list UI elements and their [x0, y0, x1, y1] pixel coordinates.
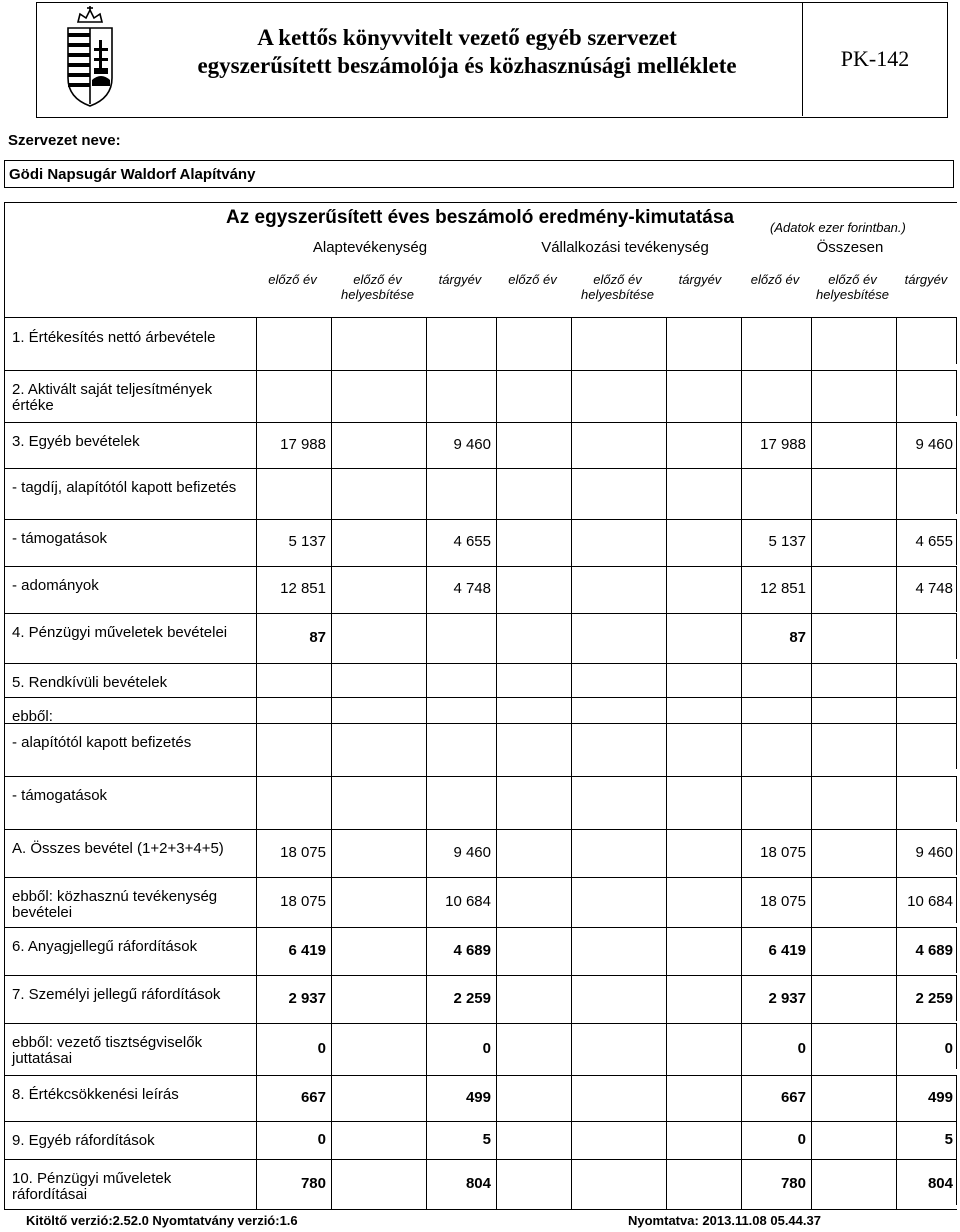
value-cell[interactable]: 18 075 — [280, 893, 326, 910]
value-cell[interactable] — [665, 927, 731, 974]
value-cell[interactable] — [330, 1075, 421, 1120]
col-header-label: tárgyév — [904, 272, 948, 287]
value-cell[interactable]: 804 — [927, 1175, 953, 1192]
grid-line — [956, 370, 957, 416]
value-cell[interactable] — [330, 1121, 421, 1158]
value-cell[interactable]: 5 137 — [768, 533, 806, 550]
value-cell[interactable]: 5 137 — [288, 533, 326, 550]
value-cell[interactable]: 12 851 — [280, 580, 326, 597]
value-cell[interactable] — [665, 318, 731, 369]
value-cell[interactable] — [810, 519, 891, 565]
value-cell[interactable]: 780 — [780, 1175, 806, 1192]
value-cell[interactable]: 18 075 — [760, 893, 806, 910]
value-cell[interactable] — [810, 468, 891, 518]
value-cell[interactable]: 5 — [944, 1131, 953, 1148]
value-cell[interactable] — [495, 829, 566, 876]
value-cell[interactable] — [330, 776, 421, 828]
units-note: (Adatok ezer forintban.) — [770, 220, 906, 235]
value-cell[interactable] — [425, 776, 491, 828]
value-cell[interactable] — [810, 370, 891, 421]
value-cell[interactable] — [495, 975, 566, 1022]
value-cell[interactable]: 87 — [309, 629, 326, 646]
value-cell[interactable] — [665, 776, 731, 828]
value-cell[interactable] — [495, 1159, 566, 1208]
col-header-label: előző év — [828, 272, 877, 287]
value-cell[interactable] — [810, 663, 891, 696]
value-cell[interactable]: 0 — [797, 1131, 806, 1148]
value-cell[interactable] — [895, 318, 953, 369]
value-cell[interactable] — [255, 723, 326, 775]
row-label: 2. Aktivált saját teljesítmények értéke — [12, 381, 213, 414]
row-label: A. Összes bevétel (1+2+3+4+5) — [12, 840, 224, 857]
group-header-total: Összesen — [816, 239, 884, 256]
value-cell[interactable] — [330, 697, 421, 722]
row-label: 8. Értékcsökkenési leírás — [12, 1086, 179, 1103]
value-cell[interactable]: 9 460 — [453, 844, 491, 861]
value-cell[interactable] — [570, 877, 661, 926]
value-cell[interactable] — [495, 877, 566, 926]
grid-line — [956, 776, 957, 822]
value-cell[interactable] — [570, 318, 661, 369]
row-label: 6. Anyagjellegű ráfordítások — [12, 938, 198, 955]
value-cell[interactable] — [740, 468, 806, 518]
value-cell[interactable]: 499 — [465, 1089, 491, 1106]
row-label: 9. Egyéb ráfordítások — [12, 1132, 155, 1149]
col-header-prev-year — [740, 272, 810, 287]
value-cell[interactable]: 4 689 — [453, 942, 491, 959]
value-cell[interactable] — [495, 697, 566, 722]
col-header-label: előző év — [268, 272, 317, 287]
value-cell[interactable] — [425, 468, 491, 518]
value-cell[interactable] — [570, 697, 661, 722]
form-code: PK-142 — [802, 2, 947, 116]
value-cell[interactable] — [665, 468, 731, 518]
value-cell[interactable] — [425, 723, 491, 775]
value-cell[interactable] — [330, 468, 421, 518]
value-cell[interactable] — [810, 776, 891, 828]
org-name-field[interactable]: Gödi Napsugár Waldorf Alapítvány — [4, 160, 954, 188]
value-cell[interactable] — [570, 1159, 661, 1208]
value-cell[interactable] — [810, 975, 891, 1022]
grid-line — [956, 613, 957, 659]
form-title — [132, 24, 802, 80]
col-header-label: tárgyév — [438, 272, 482, 287]
form-title-line1: A kettős könyvvitelt vezető egyéb szervezet — [257, 25, 677, 50]
value-cell[interactable]: 667 — [300, 1089, 326, 1106]
value-cell[interactable] — [425, 613, 491, 662]
value-cell[interactable] — [665, 975, 731, 1022]
value-cell[interactable]: 2 937 — [288, 990, 326, 1007]
value-cell[interactable] — [330, 877, 421, 926]
value-cell[interactable] — [330, 1159, 421, 1208]
value-cell[interactable] — [895, 776, 953, 828]
value-cell[interactable]: 780 — [300, 1175, 326, 1192]
value-cell[interactable] — [570, 723, 661, 775]
value-cell[interactable]: 4 655 — [453, 533, 491, 550]
value-cell[interactable] — [810, 1075, 891, 1120]
grid-line — [956, 566, 957, 612]
value-cell[interactable]: 10 684 — [445, 893, 491, 910]
value-cell[interactable]: 6 419 — [288, 942, 326, 959]
value-cell[interactable]: 667 — [780, 1089, 806, 1106]
value-cell[interactable] — [665, 370, 731, 421]
col-header-prev-year-adjustment — [330, 272, 425, 302]
col-header-prev-year-adjustment — [810, 272, 895, 302]
value-cell[interactable] — [895, 663, 953, 696]
value-cell[interactable] — [330, 519, 421, 565]
value-cell[interactable] — [665, 613, 731, 662]
footer-version: Kitöltő verzió:2.52.0 Nyomtatvány verzió:1.6 — [26, 1213, 298, 1228]
value-cell[interactable] — [495, 723, 566, 775]
value-cell[interactable]: 12 851 — [760, 580, 806, 597]
row-label: - alapítótól kapott befizetés — [12, 734, 192, 751]
col-header-label: előző év — [593, 272, 642, 287]
value-cell[interactable] — [810, 318, 891, 369]
grid-line — [956, 422, 957, 468]
value-cell[interactable] — [255, 697, 326, 722]
row-label: 7. Személyi jellegű ráfordítások — [12, 986, 221, 1003]
value-cell[interactable] — [495, 318, 566, 369]
value-cell[interactable] — [425, 663, 491, 696]
value-cell[interactable] — [495, 776, 566, 828]
value-cell[interactable]: 499 — [927, 1089, 953, 1106]
value-cell[interactable] — [895, 468, 953, 518]
value-cell[interactable] — [740, 723, 806, 775]
value-cell[interactable] — [330, 613, 421, 662]
value-cell[interactable] — [570, 566, 661, 612]
row-label: - adományok — [12, 577, 99, 594]
value-cell[interactable] — [255, 318, 326, 369]
value-cell[interactable]: 5 — [482, 1131, 491, 1148]
value-cell[interactable] — [740, 697, 806, 722]
value-cell[interactable] — [330, 927, 421, 974]
grid-line — [956, 975, 957, 1021]
value-cell[interactable]: 18 075 — [280, 844, 326, 861]
value-cell[interactable]: 18 075 — [760, 844, 806, 861]
value-cell[interactable] — [740, 663, 806, 696]
value-cell[interactable]: 9 460 — [915, 844, 953, 861]
value-cell[interactable]: 9 460 — [915, 436, 953, 453]
row-label: ebből: — [12, 708, 53, 725]
value-cell[interactable] — [740, 318, 806, 369]
value-cell[interactable] — [810, 613, 891, 662]
value-cell[interactable]: 0 — [797, 1040, 806, 1057]
row-label: 10. Pénzügyi műveletek ráfordításai — [12, 1170, 172, 1203]
value-cell[interactable] — [665, 1075, 731, 1120]
value-cell[interactable] — [895, 370, 953, 421]
value-cell[interactable] — [665, 566, 731, 612]
col-header-prev-year — [255, 272, 330, 287]
grid-line — [956, 723, 957, 769]
value-cell[interactable] — [570, 1075, 661, 1120]
value-cell[interactable] — [665, 1023, 731, 1074]
value-cell[interactable] — [570, 422, 661, 467]
value-cell[interactable] — [330, 422, 421, 467]
row-label: 1. Értékesítés nettó árbevétele — [12, 329, 216, 346]
col-header-prev-year-adjustment — [570, 272, 665, 302]
value-cell[interactable]: 0 — [482, 1040, 491, 1057]
col-header-label: előző év — [750, 272, 800, 287]
col-header-label: előző év — [353, 272, 402, 287]
value-cell[interactable] — [495, 422, 566, 467]
value-cell[interactable] — [255, 468, 326, 518]
value-cell[interactable] — [665, 1121, 731, 1158]
value-cell[interactable] — [255, 663, 326, 696]
value-cell[interactable] — [330, 1023, 421, 1074]
form-title-line2: egyszerűsített beszámolója és közhasznúsági melléklete — [197, 53, 737, 78]
value-cell[interactable] — [495, 519, 566, 565]
value-cell[interactable] — [895, 723, 953, 775]
value-cell[interactable]: 804 — [465, 1175, 491, 1192]
value-cell[interactable] — [810, 829, 891, 876]
value-cell[interactable]: 9 460 — [453, 436, 491, 453]
value-cell[interactable] — [665, 829, 731, 876]
value-cell[interactable]: 17 988 — [760, 436, 806, 453]
value-cell[interactable] — [665, 422, 731, 467]
org-name-label: Szervezet neve: — [8, 132, 121, 149]
value-cell[interactable] — [740, 370, 806, 421]
row-label: - támogatások — [12, 787, 108, 804]
value-cell[interactable] — [330, 566, 421, 612]
value-cell[interactable] — [495, 663, 566, 696]
col-header-current-year — [665, 272, 735, 287]
value-cell[interactable] — [665, 723, 731, 775]
value-cell[interactable] — [570, 663, 661, 696]
value-cell[interactable] — [810, 697, 891, 722]
col-header-current-year — [895, 272, 957, 287]
value-cell[interactable] — [495, 566, 566, 612]
footer-printed: Nyomtatva: 2013.11.08 05.44.37 — [628, 1213, 821, 1228]
value-cell[interactable] — [255, 776, 326, 828]
value-cell[interactable]: 4 748 — [915, 580, 953, 597]
value-cell[interactable] — [330, 829, 421, 876]
value-cell[interactable] — [810, 927, 891, 974]
value-cell[interactable] — [495, 613, 566, 662]
value-cell[interactable] — [810, 877, 891, 926]
value-cell[interactable] — [495, 468, 566, 518]
value-cell[interactable] — [810, 723, 891, 775]
value-cell[interactable] — [570, 829, 661, 876]
value-cell[interactable]: 4 655 — [915, 533, 953, 550]
value-cell[interactable] — [425, 318, 491, 369]
value-cell[interactable] — [810, 422, 891, 467]
grid-line — [956, 1075, 957, 1121]
value-cell[interactable] — [330, 723, 421, 775]
group-header-business: Vállalkozási tevékenység — [541, 239, 709, 256]
value-cell[interactable] — [570, 1121, 661, 1158]
grid-line — [956, 877, 957, 923]
col-header-label: helyesbítése — [341, 287, 414, 302]
grid-line — [956, 927, 957, 973]
value-cell[interactable] — [895, 697, 953, 722]
value-cell[interactable] — [570, 519, 661, 565]
value-cell[interactable]: 2 259 — [915, 990, 953, 1007]
value-cell[interactable] — [495, 1075, 566, 1120]
row-label: 4. Pénzügyi műveletek bevételei — [12, 624, 228, 641]
value-cell[interactable]: 4 689 — [915, 942, 953, 959]
value-cell[interactable] — [810, 1023, 891, 1074]
row-label: - támogatások — [12, 530, 108, 547]
col-header-label: előző év — [508, 272, 557, 287]
row-label: 5. Rendkívüli bevételek — [12, 674, 168, 691]
value-cell[interactable] — [810, 1121, 891, 1158]
value-cell[interactable] — [570, 613, 661, 662]
value-cell[interactable] — [810, 1159, 891, 1208]
col-header-label: helyesbítése — [581, 287, 654, 302]
row-label: 3. Egyéb bevételek — [12, 433, 140, 450]
col-header-label: tárgyév — [678, 272, 722, 287]
value-cell[interactable] — [570, 468, 661, 518]
grid-line — [956, 829, 957, 875]
row-label: - tagdíj, alapítótól kapott befizetés — [12, 479, 237, 496]
value-cell[interactable]: 2 259 — [453, 990, 491, 1007]
value-cell[interactable] — [495, 1023, 566, 1074]
table-title: Az egyszerűsített éves beszámoló eredmény-kimutatása — [226, 207, 734, 228]
value-cell[interactable] — [665, 877, 731, 926]
value-cell[interactable] — [570, 370, 661, 421]
row-label: ebből: közhasznú tevékenység bevételei — [12, 888, 218, 921]
col-header-current-year — [425, 272, 495, 287]
value-cell[interactable] — [330, 318, 421, 369]
value-cell[interactable] — [895, 613, 953, 662]
value-cell[interactable] — [255, 370, 326, 421]
value-cell[interactable]: 0 — [317, 1131, 326, 1148]
value-cell[interactable] — [330, 975, 421, 1022]
value-cell[interactable] — [740, 776, 806, 828]
value-cell[interactable] — [495, 927, 566, 974]
value-cell[interactable]: 87 — [789, 629, 806, 646]
value-cell[interactable]: 2 937 — [768, 990, 806, 1007]
value-cell[interactable] — [665, 697, 731, 722]
value-cell[interactable] — [665, 663, 731, 696]
grid-line — [956, 468, 957, 514]
value-cell[interactable]: 17 988 — [280, 436, 326, 453]
grid-line — [956, 1159, 957, 1205]
value-cell[interactable]: 6 419 — [768, 942, 806, 959]
grid-line — [956, 318, 957, 364]
row-label: ebből: vezető tisztségviselők juttatásai — [12, 1034, 203, 1067]
group-header-basic: Alaptevékenység — [312, 239, 428, 256]
value-cell[interactable]: 4 748 — [453, 580, 491, 597]
value-cell[interactable] — [330, 370, 421, 421]
grid-line — [956, 1023, 957, 1069]
value-cell[interactable] — [665, 1159, 731, 1208]
col-header-label: helyesbítése — [816, 287, 889, 302]
col-header-prev-year — [495, 272, 570, 287]
value-cell[interactable] — [330, 663, 421, 696]
value-cell[interactable]: 0 — [317, 1040, 326, 1057]
value-cell[interactable] — [495, 370, 566, 421]
value-cell[interactable] — [570, 927, 661, 974]
value-cell[interactable] — [570, 1023, 661, 1074]
value-cell[interactable] — [665, 519, 731, 565]
value-cell[interactable] — [495, 1121, 566, 1158]
value-cell[interactable] — [425, 697, 491, 722]
value-cell[interactable] — [570, 975, 661, 1022]
hungarian-coat-of-arms-icon — [60, 6, 120, 108]
value-cell[interactable] — [810, 566, 891, 612]
value-cell[interactable] — [425, 370, 491, 421]
value-cell[interactable]: 0 — [944, 1040, 953, 1057]
value-cell[interactable]: 10 684 — [907, 893, 953, 910]
grid-line — [956, 519, 957, 565]
value-cell[interactable] — [570, 776, 661, 828]
